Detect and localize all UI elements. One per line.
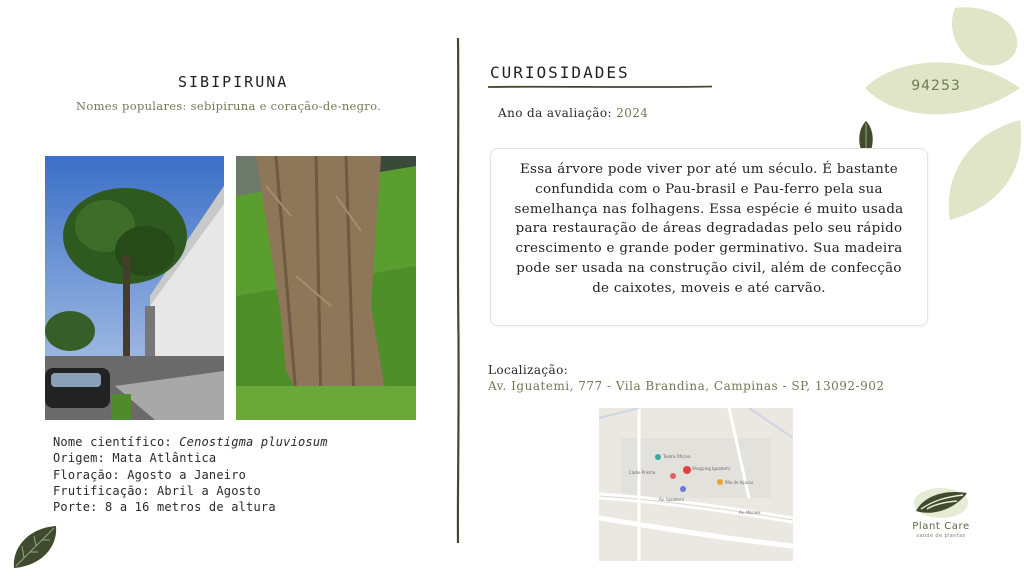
trunk-photo <box>236 156 416 420</box>
origin: Origem: Mata Atlântica <box>53 451 217 466</box>
leaf-icon <box>10 522 60 570</box>
scientific-name: Nome científico: Cenostigma pluviosum <box>53 435 328 449</box>
plant-code: 94253 <box>911 78 961 94</box>
size: Porte: 8 a 16 metros de altura <box>53 500 276 515</box>
svg-text:Clube Prisma: Clube Prisma <box>629 470 656 475</box>
location-label: Localização: <box>488 363 569 377</box>
svg-text:Av. Iguatemi: Av. Iguatemi <box>659 497 684 502</box>
svg-text:Shopping Iguatemi: Shopping Iguatemi <box>692 466 730 471</box>
curiosities-text: Essa árvore pode viver por até um século. É bastante confundida com o Pau-brasil e Pau-ferro pela sua semelhança nas folhagens. Essa espécie é muito usada para restauração de áreas degradadas pelo seu rápido crescimento e grande poder germinativo. Sua madeira pode ser usada na construção civil, além de confecção de caixotes, moveis e até carvão. <box>490 148 928 326</box>
evaluation-year: Ano da avaliação: 2024 <box>498 106 649 120</box>
brand-name: Plant Care <box>912 521 970 532</box>
fruiting: Frutificação: Abril a Agosto <box>53 483 261 498</box>
plant-info <box>53 434 328 515</box>
column-divider <box>456 38 460 543</box>
location-address[interactable]: Av. Iguatemi, 777 - Vila Brandina, Campinas - SP, 13092-902 <box>488 379 885 393</box>
svg-text:Pão de Açúcar: Pão de Açúcar <box>725 480 754 485</box>
plant-care-logo <box>913 487 969 519</box>
plant-title: SIBIPIRUNA <box>178 73 289 91</box>
curiosities-title: CURIOSIDADES <box>490 63 630 82</box>
popular-names: Nomes populares: sebipiruna e coração-de-negro. <box>76 99 382 113</box>
location-map[interactable] <box>599 408 793 561</box>
svg-text:Av. Moraes: Av. Moraes <box>739 510 761 515</box>
svg-text:Teatro Oficina: Teatro Oficina <box>663 454 691 459</box>
flowering: Floração: Agosto a Janeiro <box>53 467 247 482</box>
title-underline <box>488 84 712 90</box>
brand-tagline: saúde de plantas <box>916 533 966 539</box>
tree-photo <box>45 156 224 420</box>
